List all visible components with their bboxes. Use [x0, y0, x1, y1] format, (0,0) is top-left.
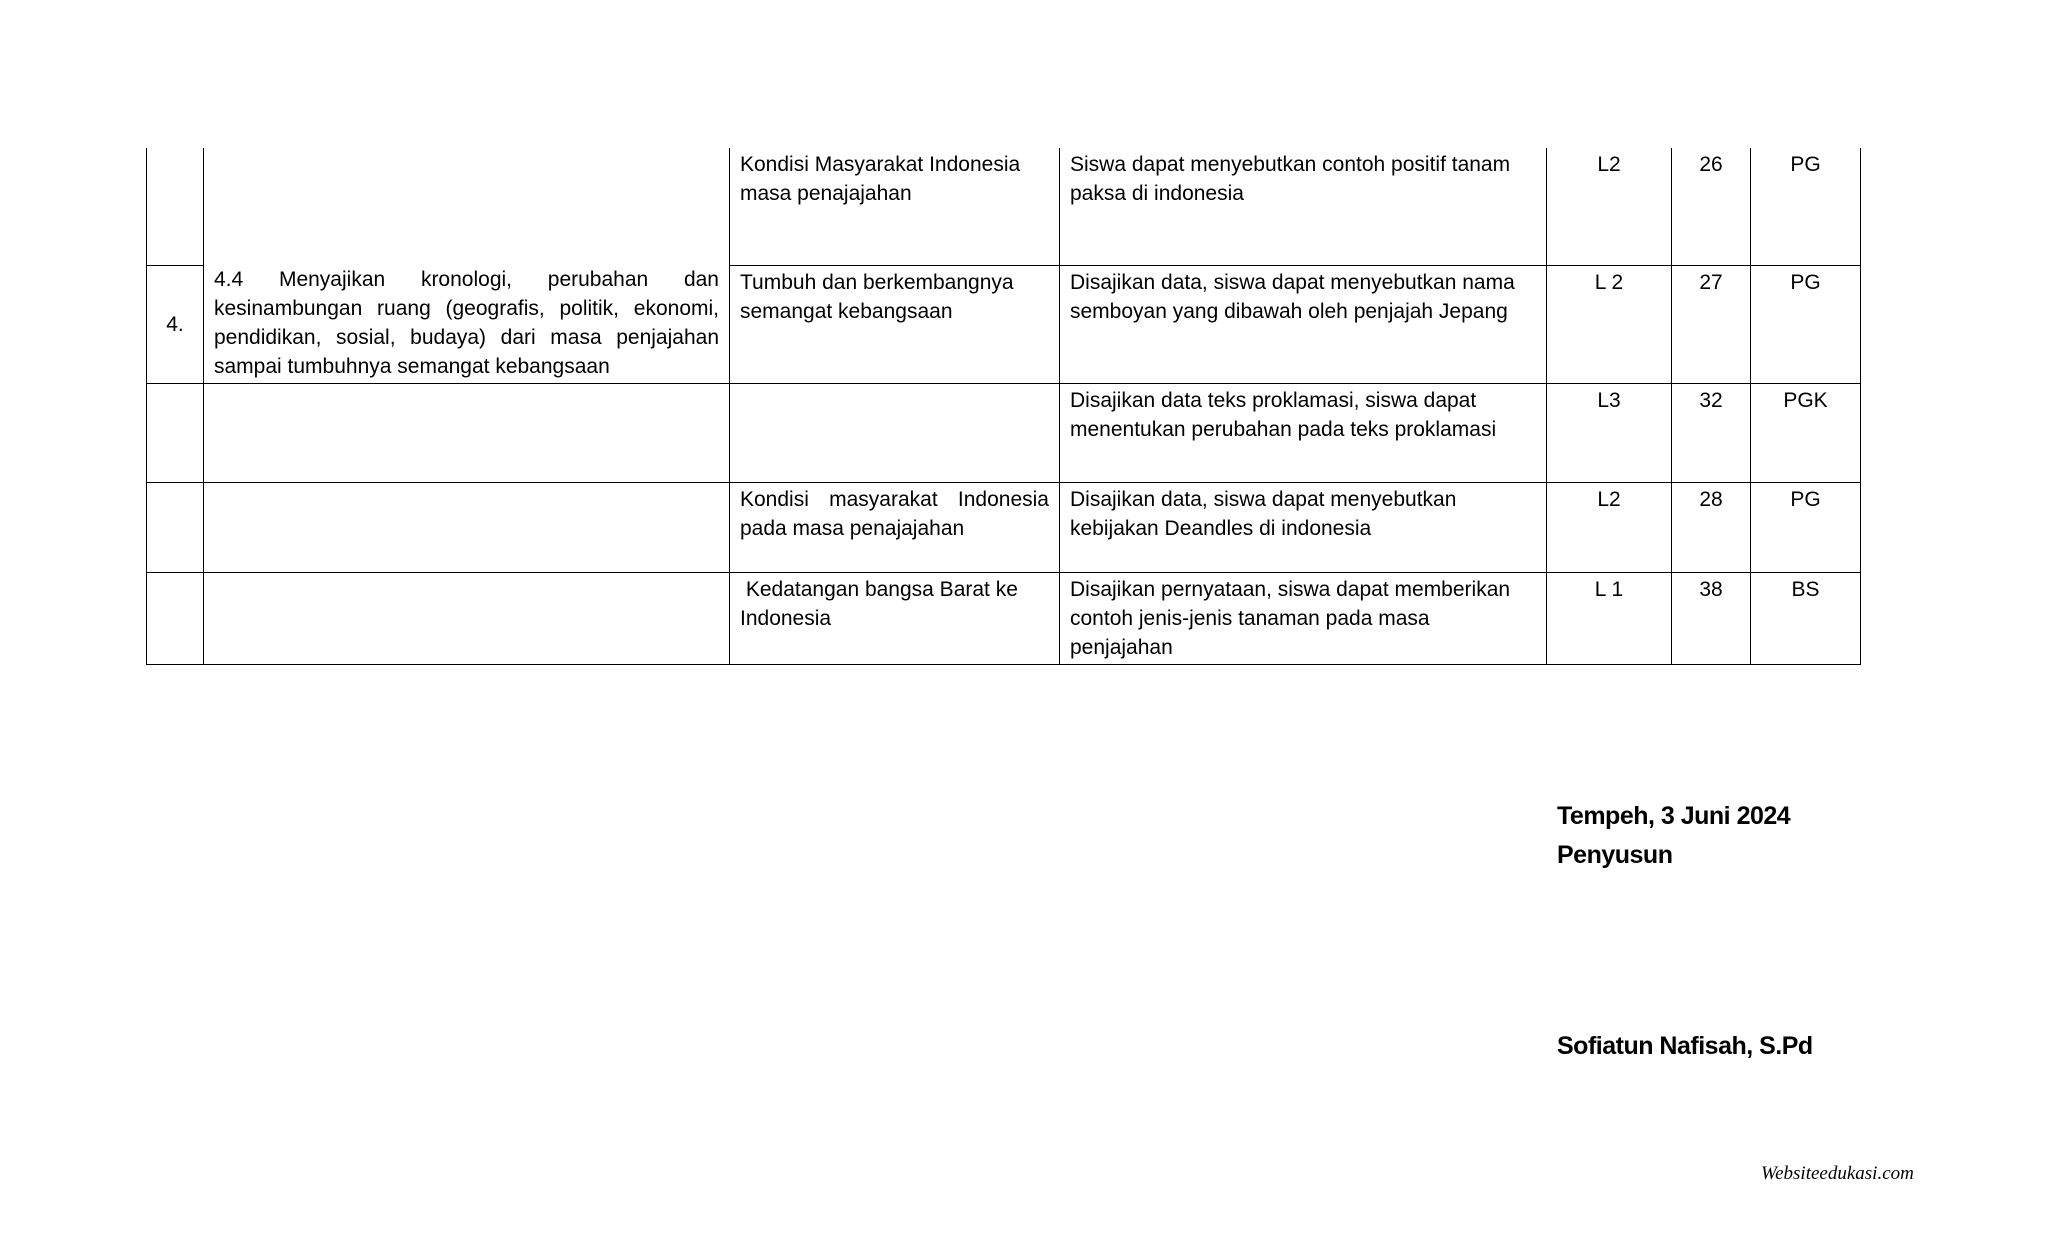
kisi-kisi-table: [146, 148, 1861, 665]
level-cell: L 1: [1547, 573, 1672, 665]
question-type-cell: PG: [1751, 483, 1861, 573]
material-cell: Tumbuh dan berkembangnya semangat kebangsaan: [730, 265, 1060, 384]
indicator-cell: Disajikan pernyataan, siswa dapat memberikan contoh jenis-jenis tanaman pada masa penjajahan: [1060, 573, 1547, 665]
competency-cell: [204, 573, 730, 665]
row-number: 4.: [147, 265, 204, 384]
row-number: [147, 483, 204, 573]
question-type-cell: BS: [1751, 573, 1861, 665]
table-row: [147, 483, 1861, 573]
question-type-cell: PGK: [1751, 384, 1861, 483]
table-row: [147, 148, 1861, 265]
table-row: [147, 265, 1861, 384]
indicator-cell: Disajikan data, siswa dapat menyebutkan nama semboyan yang dibawah oleh penjajah Jepang: [1060, 265, 1547, 384]
competency-cell: [204, 483, 730, 573]
level-cell: L2: [1547, 483, 1672, 573]
question-number-cell: 27: [1672, 265, 1751, 384]
competency-cell: [204, 265, 730, 384]
signature-role: Penyusun: [1557, 841, 1673, 869]
row-number: [147, 384, 204, 483]
question-number-cell: 32: [1672, 384, 1751, 483]
signature-name: Sofiatun Nafisah, S.Pd: [1557, 1032, 1813, 1060]
row-number: [147, 148, 204, 265]
table-row: [147, 384, 1861, 483]
question-number-cell: 28: [1672, 483, 1751, 573]
table-row: [147, 573, 1861, 665]
competency-text: 4.4 Menyajikan kronologi, perubahan dan kesinambungan ruang (geografis, politik, ekonomi, pendidikan, sosial, budaya) dari masa penjajahan sampai tumbuhnya semangat kebangsaan: [214, 268, 719, 378]
level-cell: L3: [1547, 384, 1672, 483]
material-cell: Kondisi masyarakat Indonesia pada masa penajajahan: [730, 483, 1060, 573]
watermark: Websiteedukasi.com: [1761, 1163, 1914, 1184]
indicator-cell: Siswa dapat menyebutkan contoh positif tanam paksa di indonesia: [1060, 148, 1547, 265]
question-type-cell: PG: [1751, 265, 1861, 384]
material-cell: Kedatangan bangsa Barat ke Indonesia: [730, 573, 1060, 665]
question-number-cell: 38: [1672, 573, 1751, 665]
question-number-cell: 26: [1672, 148, 1751, 265]
material-cell: Kondisi Masyarakat Indonesia masa penajajahan: [730, 148, 1060, 265]
material-cell: [730, 384, 1060, 483]
indicator-cell: Disajikan data, siswa dapat menyebutkan kebijakan Deandles di indonesia: [1060, 483, 1547, 573]
level-cell: L2: [1547, 148, 1672, 265]
competency-cell: [204, 384, 730, 483]
question-type-cell: PG: [1751, 148, 1861, 265]
level-cell: L 2: [1547, 265, 1672, 384]
signature-place-date: Tempeh, 3 Juni 2024: [1557, 802, 1791, 830]
indicator-cell: Disajikan data teks proklamasi, siswa dapat menentukan perubahan pada teks proklamasi: [1060, 384, 1547, 483]
competency-cell: [204, 148, 730, 265]
row-number: [147, 573, 204, 665]
